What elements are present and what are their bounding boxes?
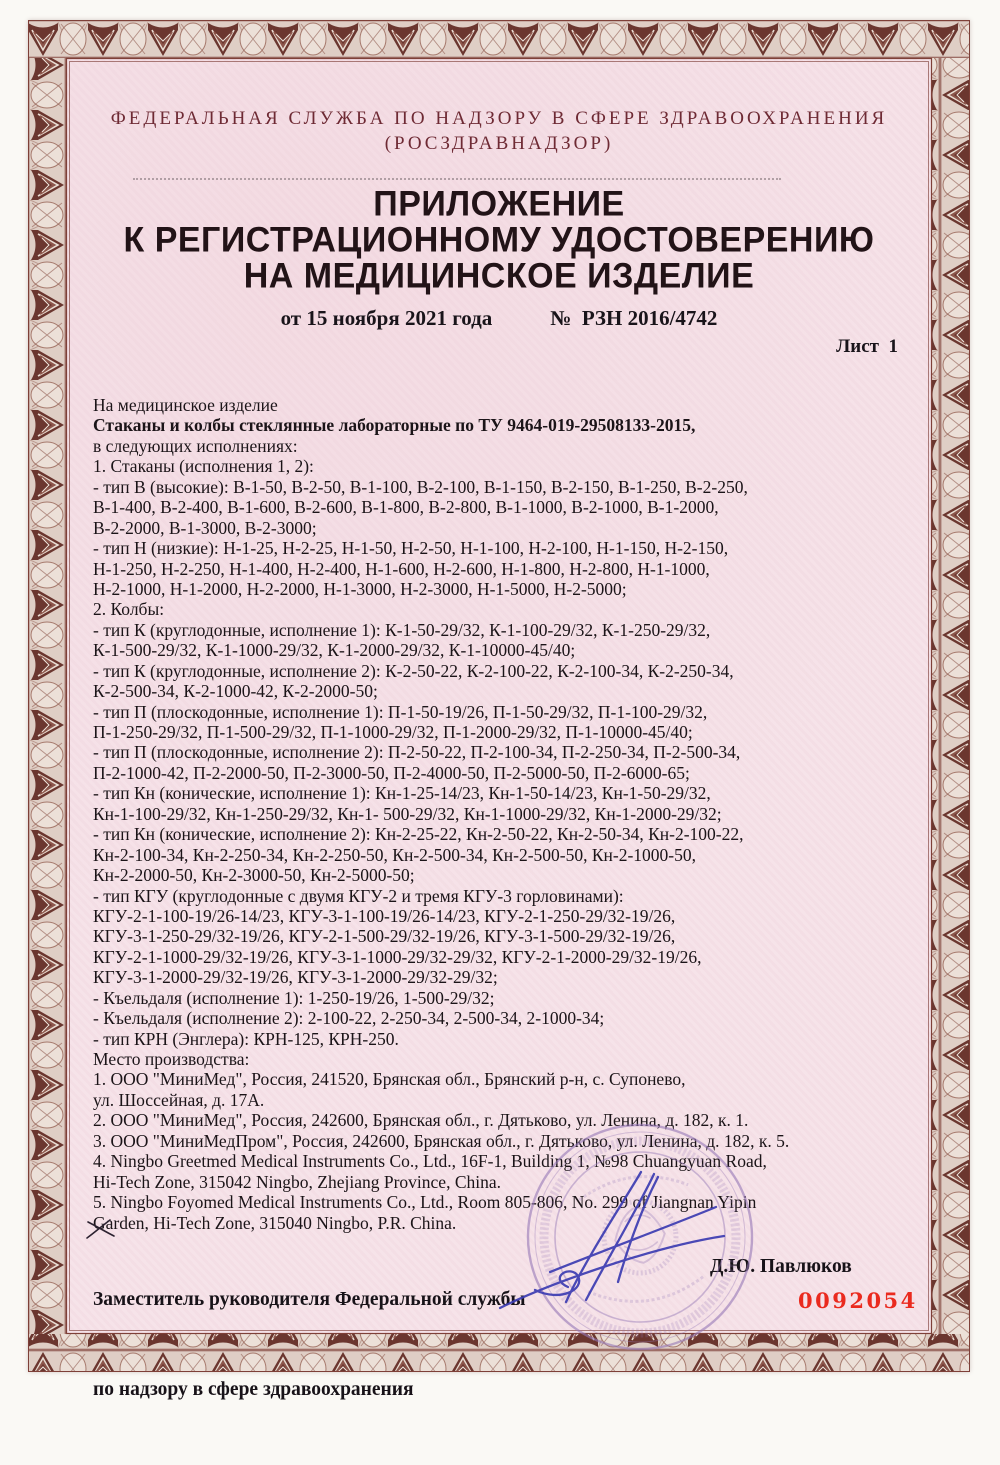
document-line: - тип В (высокие): В-1-50, В-2-50, В-1-100, В-2-100, В-1-150, В-2-150, В-1-250, В-2-250,: [93, 476, 748, 497]
document-line: Garden, Hi-Tech Zone, 315040 Ningbo, P.R. China.: [93, 1212, 457, 1233]
document-line: Hi-Tech Zone, 315042 Ningbo, Zhejiang Province, China.: [93, 1171, 501, 1192]
document-line: 4. Ningbo Greetmed Medical Instruments Co., Ltd., 16F-1, Building 1, №98 Chuangyuan Road,: [93, 1151, 767, 1172]
document-line: Место производства:: [93, 1049, 250, 1069]
document-line: В-2-2000, В-1-3000, В-2-3000;: [93, 517, 317, 538]
document-line: ул. Шоссейная, д. 17А.: [93, 1089, 265, 1110]
document-line: в следующих исполнениях:: [93, 435, 298, 456]
document-line: Н-2-1000, Н-1-2000, Н-2-2000, Н-1-3000, Н-2-3000, Н-1-5000, Н-2-5000;: [93, 578, 627, 599]
document-line: Кн-2-2000-50, Кн-2-3000-50, Кн-2-5000-50;: [93, 865, 415, 886]
document-line: Кн-1-100-29/32, Кн-1-250-29/32, Кн-1- 500-29/32, Кн-1-1000-29/32, Кн-1-2000-29/32;: [93, 803, 722, 824]
document-line: КГУ-3-1-250-29/32-19/26, КГУ-2-1-500-29/32-19/26, КГУ-3-1-500-29/32-19/26,: [93, 926, 676, 947]
document-title: [73, 186, 925, 294]
document-line: На медицинское изделие: [93, 395, 278, 415]
document-line: К-1-500-29/32, К-1-1000-29/32, К-1-2000-29/32, К-1-10000-45/40;: [93, 640, 576, 661]
issuing-authority-header: [93, 106, 905, 156]
authority-short-name: (РОСЗДРАВНАДЗОР): [384, 133, 614, 154]
document-line: - тип КГУ (круглодонные с двумя КГУ-2 и тремя КГУ-3 горловинами):: [93, 885, 624, 906]
document-line: П-2-1000-42, П-2-2000-50, П-2-3000-50, П-2-4000-50, П-2-5000-50, П-2-6000-65;: [93, 762, 690, 783]
document-line: Н-1-250, Н-2-250, Н-1-400, Н-2-400, Н-1-600, Н-2-600, Н-1-800, Н-2-800, Н-1-1000,: [93, 558, 710, 579]
document-line: - тип Н (низкие): Н-1-25, Н-2-25, Н-1-50, Н-2-50, Н-1-100, Н-2-100, Н-1-150, Н-2-150,: [93, 538, 729, 559]
title-line-1: ПРИЛОЖЕНИЕ: [373, 184, 625, 224]
document-line: К-2-500-34, К-2-1000-42, К-2-2000-50;: [93, 681, 378, 702]
document-line: 1. Стаканы (исполнения 1, 2):: [93, 456, 314, 477]
document-line: КГУ-3-1-2000-29/32-19/26, КГУ-3-1-2000-29/32-29/32;: [93, 967, 498, 988]
issue-date: от 15 ноября 2021 года: [280, 306, 493, 330]
document-line: 2. Колбы:: [93, 599, 165, 620]
document-line: - Къельдаля (исполнение 1): 1-250-19/26, 1-500-29/32;: [93, 987, 495, 1008]
document-line: П-1-250-29/32, П-1-500-29/32, П-1-1000-29/32, П-1-2000-29/32, П-1-10000-45/40;: [93, 722, 693, 742]
document-line: В-1-400, В-2-400, В-1-600, В-2-600, В-1-800, В-2-800, В-1-1000, В-2-1000, В-1-2000,: [93, 497, 719, 518]
signatory-title-line-1: Заместитель руководителя Федеральной службы: [93, 1289, 526, 1310]
certificate-content: [28, 20, 970, 1400]
signer-name: Д.Ю. Павлюков: [710, 1256, 852, 1277]
document-line: - тип Кн (конические, исполнение 2): Кн-2-25-22, Кн-2-50-22, Кн-2-50-34, Кн-2-100-22,: [93, 824, 744, 845]
document-line: - тип Кн (конические, исполнение 1): Кн-1-25-14/23, Кн-1-50-14/23, Кн-1-50-29/32,: [93, 783, 711, 804]
pen-cross-mark: [84, 1216, 118, 1242]
dotted-separator: [133, 178, 781, 180]
title-line-3: НА МЕДИЦИНСКОЕ ИЗДЕЛИЕ: [243, 256, 755, 296]
document-line: КГУ-2-1-1000-29/32-19/26, КГУ-3-1-1000-29/32-29/32, КГУ-2-1-2000-29/32-19/26,: [93, 946, 702, 967]
registration-number: № РЗН 2016/4742: [550, 306, 718, 330]
document-line: - тип КРН (Энглера): КРН-125, КРН-250.: [93, 1028, 399, 1049]
document-line: 3. ООО "МиниМедПром", Россия, 242600, Брянская обл., г. Дятьково, ул. Ленина, д. 182, к. 5.: [93, 1130, 790, 1151]
document-line: - Къельдаля (исполнение 2): 2-100-22, 2-250-34, 2-500-34, 2-1000-34;: [93, 1008, 605, 1029]
document-line: - тип П (плоскодонные, исполнение 2): П-2-50-22, П-2-100-34, П-2-250-34, П-2-500-34,: [93, 742, 741, 763]
issue-details-row: [93, 306, 905, 331]
document-line: Кн-2-100-34, Кн-2-250-34, Кн-2-250-50, Кн-2-500-34, Кн-2-500-50, Кн-2-1000-50,: [93, 844, 696, 865]
document-line: 5. Ningbo Foyomed Medical Instruments Co., Ltd., Room 805-806, No. 299 of Jiangnan Yipin: [93, 1192, 757, 1213]
certificate-paper: [28, 20, 970, 1400]
document-line: Стаканы и колбы стеклянные лабораторные по ТУ 9464-019-29508133-2015,: [93, 415, 696, 436]
title-line-2: К РЕГИСТРАЦИОННОМУ УДОСТОВЕРЕНИЮ: [123, 220, 875, 260]
authority-name: ФЕДЕРАЛЬНАЯ СЛУЖБА ПО НАДЗОРУ В СФЕРЕ ЗДРАВООХРАНЕНИЯ: [110, 108, 888, 129]
signatory-title-block: [93, 1225, 526, 1465]
document-line: КГУ-2-1-100-19/26-14/23, КГУ-3-1-100-19/26-14/23, КГУ-2-1-250-29/32-19/26,: [93, 905, 676, 926]
document-line: - тип П (плоскодонные, исполнение 1): П-1-50-19/26, П-1-50-29/32, П-1-100-29/32,: [93, 701, 708, 722]
document-line: 1. ООО "МиниМед", Россия, 241520, Брянская обл., Брянский р-н, с. Супонево,: [93, 1069, 686, 1090]
document-line: - тип К (круглодонные, исполнение 2): К-2-50-22, К-2-100-22, К-2-100-34, К-2-250-34,: [93, 660, 734, 681]
sheet-number-label: Лист 1: [836, 336, 898, 357]
document-line: 2. ООО "МиниМед", Россия, 242600, Брянская обл., г. Дятьково, ул. Ленина, д. 182, к. 1.: [93, 1110, 749, 1131]
signatory-title-line-2: по надзору в сфере здравоохранения: [93, 1379, 414, 1400]
signature-ink: [488, 1150, 748, 1335]
document-line: - тип К (круглодонные, исполнение 1): К-1-50-29/32, К-1-100-29/32, К-1-250-29/32,: [93, 619, 711, 640]
document-body-text: [93, 395, 940, 1233]
serial-number: 0092054: [798, 1288, 918, 1313]
